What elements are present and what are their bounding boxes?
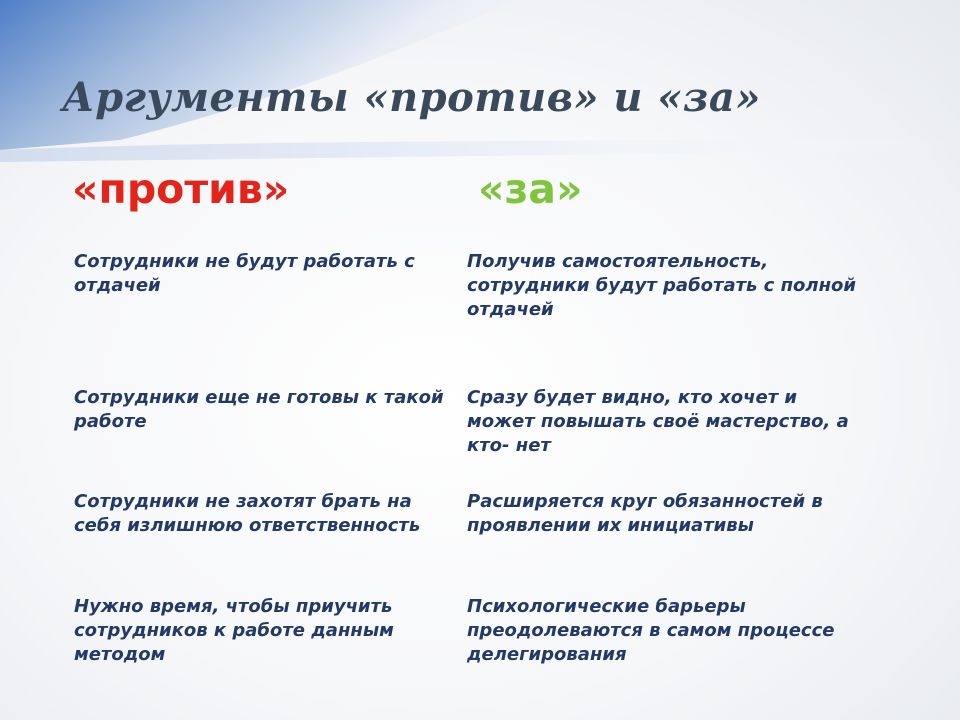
against-heading: «против»	[72, 165, 290, 213]
for-item: Расширяется круг обязанностей в проявлении их инициативы	[467, 491, 823, 536]
against-item: Сотрудники не захотят брать на себя излишнюю ответственность	[74, 491, 421, 536]
for-item: Психологические барьеры преодолеваются в самом процессе делегирования	[467, 596, 835, 665]
against-item: Сотрудники не будут работать с отдачей	[74, 251, 415, 296]
for-item: Сразу будет видно, кто хочет и может повышать своё мастерство, а кто- нет	[467, 387, 849, 456]
against-item: Нужно время, чтобы приучить сотрудников к работе данным методом	[74, 596, 394, 665]
for-heading: «за»	[478, 165, 583, 213]
slide-title: Аргументы «против» и «за»	[62, 74, 761, 121]
for-item: Получив самостоятельность, сотрудники будут работать с полной отдачей	[467, 251, 857, 320]
against-item: Сотрудники еще не готовы к такой работе	[74, 387, 444, 432]
